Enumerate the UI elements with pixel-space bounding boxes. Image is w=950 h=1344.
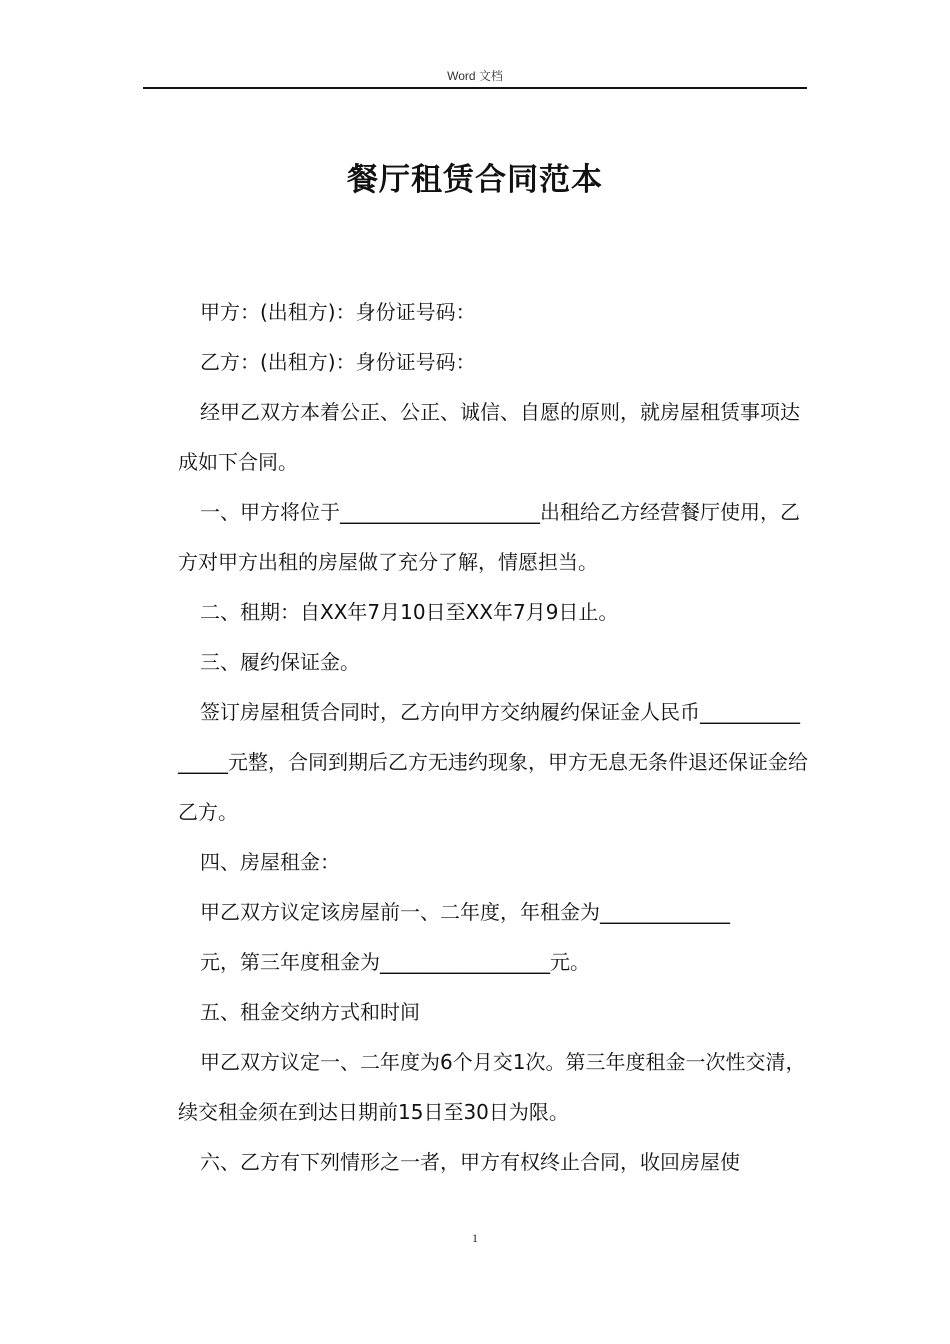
header-divider (143, 87, 807, 89)
paragraph-clause-5-heading: 五、租金交纳方式和时间 (200, 1000, 420, 1024)
paragraph-party-b: 乙方：(出租方)：身份证号码： (200, 350, 476, 374)
paragraph-clause-4-heading: 四、房屋租金： (200, 850, 340, 874)
page-number: 1 (472, 1231, 478, 1245)
paragraph-clause-2: 二、租期：自XX年7月10日至XX年7月9日止。 (200, 600, 619, 624)
paragraph-clause-4-rent-year-3: 元，第三年度租金为_________________元。 (200, 950, 590, 974)
document-title: 餐厅租赁合同范本 (347, 162, 603, 198)
paragraph-clause-1: 一、甲方将位于____________________出租给乙方经营餐厅使用，乙方对甲方出租的房屋做了充分了解，情愿担当。 (178, 500, 800, 574)
paragraph-clause-3-heading: 三、履约保证金。 (200, 650, 360, 674)
paragraph-clause-4-rent-years-1-2: 甲乙双方议定该房屋前一、二年度，年租金为_____________ (200, 900, 730, 924)
paragraph-party-a: 甲方：(出租方)：身份证号码： (200, 300, 476, 324)
paragraph-clause-5-body: 甲乙双方议定一、二年度为6个月交1次。第三年度租金一次性交清，续交租金须在到达日期前15日至30日为限。 (178, 1050, 806, 1124)
paragraph-clause-3-body: 签订房屋租赁合同时，乙方向甲方交纳履约保证金人民币_______________元整，合同到期后乙方无违约现象，甲方无息无条件退还保证金给乙方。 (178, 700, 808, 824)
paragraph-clause-6: 六、乙方有下列情形之一者，甲方有权终止合同，收回房屋使 (200, 1150, 740, 1174)
page-header: Word 文档 (447, 69, 503, 83)
paragraph-preamble: 经甲乙双方本着公正、公正、诚信、自愿的原则，就房屋租赁事项达成如下合同。 (178, 400, 800, 474)
document-body (178, 287, 808, 1187)
